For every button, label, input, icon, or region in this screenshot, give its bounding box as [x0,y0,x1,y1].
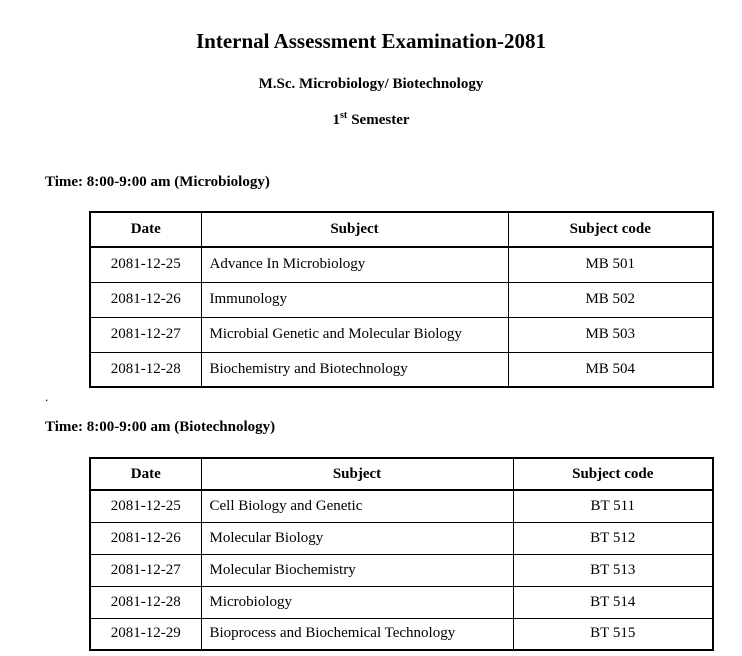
section-heading-biotechnology: Time: 8:00-9:00 am (Biotechnology) [45,419,276,435]
biotechnology-exam-table [89,457,714,651]
course-subtitle: M.Sc. Microbiology/ Biotechnology [258,76,484,92]
table-row [90,490,713,522]
semester-number: 1 [332,112,340,128]
date-cell: 2081-12-29 [90,618,201,650]
header-cell-subject: Subject [201,458,513,490]
subject-cell: Microbial Genetic and Molecular Biology [201,317,508,352]
subject-code-cell: MB 501 [508,247,713,282]
page-title: Internal Assessment Examination-2081 [195,29,547,53]
header-cell-date: Date [90,458,201,490]
subject-cell: Immunology [201,282,508,317]
subject-code-cell: BT 511 [513,490,713,522]
subject-cell: Molecular Biochemistry [201,554,513,586]
subject-cell: Cell Biology and Genetic [201,490,513,522]
subject-cell: Microbiology [201,586,513,618]
subject-cell: Biochemistry and Biotechnology [201,352,508,387]
date-cell: 2081-12-26 [90,282,201,317]
subject-code-cell: MB 503 [508,317,713,352]
table-header-row [90,458,713,490]
date-cell: 2081-12-27 [90,554,201,586]
semester-ordinal-suffix: st [339,110,348,121]
semester-label: Semester [351,112,410,128]
table-row [90,618,713,650]
date-cell: 2081-12-28 [90,352,201,387]
subject-code-cell: BT 515 [513,618,713,650]
date-cell: 2081-12-28 [90,586,201,618]
table-row [90,586,713,618]
subject-cell: Advance In Microbiology [201,247,508,282]
subject-code-cell: BT 513 [513,554,713,586]
table-row [90,522,713,554]
stray-period: . [45,389,49,404]
table-row [90,352,713,387]
date-cell: 2081-12-26 [90,522,201,554]
date-cell: 2081-12-25 [90,247,201,282]
date-cell: 2081-12-27 [90,317,201,352]
section-heading-microbiology: Time: 8:00-9:00 am (Microbiology) [45,174,270,190]
subject-code-cell: MB 502 [508,282,713,317]
microbiology-exam-table [89,211,714,388]
subject-cell: Bioprocess and Biochemical Technology [201,618,513,650]
semester-line [0,111,742,130]
table-header-row [90,212,713,247]
table-row [90,554,713,586]
subject-cell: Molecular Biology [201,522,513,554]
header-cell-subject: Subject [201,212,508,247]
header-cell-date: Date [90,212,201,247]
table-row [90,247,713,282]
subject-code-cell: MB 504 [508,352,713,387]
table-row [90,317,713,352]
header-cell-subject-code: Subject code [513,458,713,490]
date-cell: 2081-12-25 [90,490,201,522]
table-row [90,282,713,317]
subject-code-cell: BT 514 [513,586,713,618]
header-cell-subject-code: Subject code [508,212,713,247]
subject-code-cell: BT 512 [513,522,713,554]
